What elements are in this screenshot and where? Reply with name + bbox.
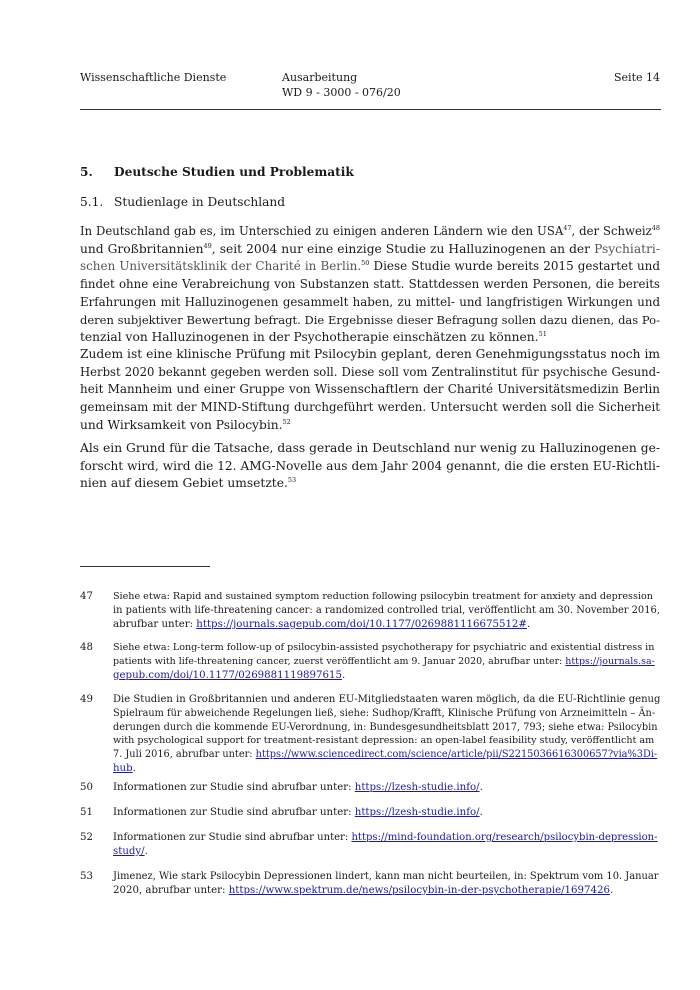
section-heading <box>80 163 354 181</box>
footnote-line <box>113 884 660 898</box>
footnote-link[interactable]: https://www.sciencedirect.com/science/article/pii/S2215036616300657?via%3Di- <box>255 749 658 761</box>
paragraph-2 <box>80 346 660 435</box>
footnote-line: with psychological support for treatment-resistant depression: an open-label feasibility study, veröffentlicht am <box>113 735 655 747</box>
paragraph-1 <box>80 223 660 347</box>
text-run: , der Schweiz <box>571 224 652 238</box>
text-run: . <box>479 782 483 793</box>
footnote-link-continued[interactable]: gepub.com/doi/10.1177/0269881119897615 <box>113 669 342 681</box>
paragraph-line <box>80 417 660 435</box>
text-run: , seit 2004 nur eine einzige Studie zu Halluzinogenen an der <box>211 241 595 256</box>
footnote-ref-53[interactable]: 53 <box>287 476 297 485</box>
footnote-ref-50[interactable]: 50 <box>361 259 370 268</box>
paragraph-3 <box>80 440 660 493</box>
paragraph-line <box>80 329 660 347</box>
text-run: Informationen zur Studie sind abrufbar unter: <box>113 832 352 843</box>
text-run: . <box>479 807 483 818</box>
text-run: patients with life-threatening cancer, zuerst veröffentlicht am 9. Januar 2020, abrufbar unter: <box>113 655 566 667</box>
paragraph-line <box>80 241 660 259</box>
footnote-ref-51[interactable]: 51 <box>538 330 547 339</box>
footnote-number: 48 <box>80 642 93 653</box>
text-run: abrufbar unter: <box>113 618 197 630</box>
footnote-link-continued[interactable]: hub <box>113 762 133 774</box>
footnote-line <box>113 845 660 859</box>
footnote-line: Die Studien in Großbritannien und anderen EU-Mitgliedstaaten waren möglich, da die EU-Richtlinie genug <box>113 694 661 705</box>
paragraph-line <box>80 475 660 493</box>
header-divider <box>80 109 661 110</box>
section-title: Deutsche Studien und Problematik <box>114 165 354 179</box>
text-run: . <box>341 669 346 681</box>
footnote-link[interactable]: https://journals.sa- <box>565 655 655 667</box>
header-document-info <box>282 70 401 100</box>
paragraph-line: findet ohne eine Verabreichung von Substanzen statt. Stattdessen werden Personen, die bereits <box>80 277 660 292</box>
text-run: . <box>132 762 136 774</box>
subsection-number: 5.1. <box>80 195 104 209</box>
footnote-ref-48[interactable]: 48 <box>651 224 660 232</box>
clinic-link[interactable]: Psychiatri- <box>594 241 660 256</box>
footnote-ref-52[interactable]: 52 <box>282 417 291 426</box>
footnote-line <box>113 748 660 762</box>
text-run: 2020, abrufbar unter: <box>113 884 229 896</box>
footnote-text <box>113 590 660 631</box>
paragraph-line <box>80 223 660 241</box>
subsection-title: Studienlage in Deutschland <box>114 195 286 209</box>
text-run: 7. Juli 2016, abrufbar unter: <box>113 749 256 761</box>
footnote-link[interactable]: https://journals.sagepub.com/doi/10.1177/0269881116675512# <box>196 618 527 630</box>
footnote-link[interactable]: https://lzesh-studie.info/ <box>354 807 480 818</box>
paragraph-line: Herbst 2020 bekannt gegeben werden soll. Diese soll vom Zentralinstitut für psychische Gesund- <box>80 364 660 379</box>
footnote-line <box>113 669 660 683</box>
text-run: Informationen zur Studie sind abrufbar unter: <box>113 807 355 818</box>
footnote-line <box>113 831 660 845</box>
footnote-text <box>113 870 660 898</box>
footnote-number: 49 <box>80 694 93 705</box>
text-run: . <box>526 618 531 630</box>
text-run: . <box>144 845 148 857</box>
footnote-line: derungen durch die kommende EU-Verordnung, in: Bundesgesundheitsblatt 2017, 793; siehe etwa: Psilocybin <box>113 721 658 733</box>
text-run: und Großbritannien <box>80 241 204 256</box>
footnote-ref-49[interactable]: 49 <box>203 241 212 250</box>
footnote-text <box>113 693 660 776</box>
paragraph-line: Erfahrungen mit Halluzinogenen gesammelt haben, zu mittel- und langfristigen Wirkungen und <box>80 294 660 309</box>
footnote-line: Spielraum für abweichende Regelungen ließ, siehe: Sudhop/Krafft, Klinische Prüfung von Arzneimitteln – Än- <box>113 707 656 719</box>
text-run: In Deutschland gab es, im Unterschied zu einigen anderen Ländern wie den USA <box>80 224 564 238</box>
footnote-line: Siehe etwa: Long-term follow-up of psilocybin-assisted psychotherapy for psychiatric and existential distress in <box>113 642 655 653</box>
header-department: Wissenschaftliche Dienste <box>80 71 227 84</box>
text-run: Diese Studie wurde bereits 2015 gestartet und <box>369 259 660 274</box>
footnote-text <box>113 831 660 859</box>
footnote-number: 52 <box>80 832 93 843</box>
paragraph-line: deren subjektiver Bewertung befragt. Die Ergebnisse dieser Befragung sollen dazu dienen, das Po- <box>80 312 660 327</box>
footnote-number: 47 <box>80 591 93 602</box>
footnote-line <box>113 655 660 669</box>
text-run: und Wirksamkeit von Psilocybin. <box>80 417 283 432</box>
footnote-ref-47[interactable]: 47 <box>563 224 572 232</box>
text-run: . <box>609 884 614 896</box>
footnote-line <box>113 618 660 632</box>
text-run: nien auf diesem Gebiet umsetzte. <box>80 476 288 491</box>
paragraph-line: gemeinsam mit der MIND-Stiftung durchgeführt werden. Untersucht werden soll die Sicherheit <box>80 400 660 415</box>
footnote-line <box>113 806 660 820</box>
paragraph-line: heit Mannheim und einer Gruppe von Wissenschaftlern der Charité Universitätsmedizin Berlin <box>80 382 660 397</box>
footnote-line: in patients with life-threatening cancer: a randomized controlled trial, veröffentlicht am 30. November 2016, <box>113 604 660 616</box>
footnote-line <box>113 762 660 776</box>
footnote-link[interactable]: https://www.spektrum.de/news/psilocybin-in-der-psychotherapie/1697426 <box>228 884 610 896</box>
footnote-divider <box>80 566 210 567</box>
clinic-link-continued[interactable]: schen Universitätsklinik der Charité in Berlin. <box>80 259 362 274</box>
footnote-text <box>113 806 660 820</box>
header-document-number: WD 9 - 3000 - 076/20 <box>282 86 401 99</box>
section-number: 5. <box>80 165 93 179</box>
text-run: tenzial von Halluzinogenen in der Psychotherapie einschätzen zu können. <box>80 330 539 345</box>
header-document-type: Ausarbeitung <box>282 71 358 84</box>
footnote-line <box>113 781 660 795</box>
paragraph-line: forscht wird, wird die 12. AMG-Novelle aus dem Jahr 2004 genannt, die die ersten EU-Richtli- <box>80 458 660 473</box>
footnote-text <box>113 781 660 795</box>
paragraph-line: Als ein Grund für die Tatsache, dass gerade in Deutschland nur wenig zu Halluzinogenen ge- <box>80 441 660 455</box>
paragraph-line <box>80 258 660 276</box>
footnote-text <box>113 641 660 682</box>
header-page-number: Seite 14 <box>614 71 660 84</box>
footnote-link-continued[interactable]: study/ <box>113 845 145 857</box>
paragraph-line: Zudem ist eine klinische Prüfung mit Psilocybin geplant, deren Genehmigungsstatus noch im <box>80 347 660 361</box>
footnote-number: 53 <box>80 871 93 882</box>
footnote-line: Jimenez, Wie stark Psilocybin Depressionen lindert, kann man nicht beurteilen, in: Spektrum vom 10. Januar <box>113 871 659 882</box>
subsection-heading <box>80 193 285 211</box>
footnote-number: 51 <box>80 807 93 818</box>
footnote-link[interactable]: https://lzesh-studie.info/ <box>354 782 480 793</box>
footnote-line: Siehe etwa: Rapid and sustained symptom reduction following psilocybin treatment for anxiety and depression <box>113 591 653 602</box>
text-run: Informationen zur Studie sind abrufbar unter: <box>113 782 355 793</box>
footnote-link[interactable]: https://mind-foundation.org/research/psilocybin-depression- <box>351 832 658 843</box>
footnote-number: 50 <box>80 782 93 793</box>
